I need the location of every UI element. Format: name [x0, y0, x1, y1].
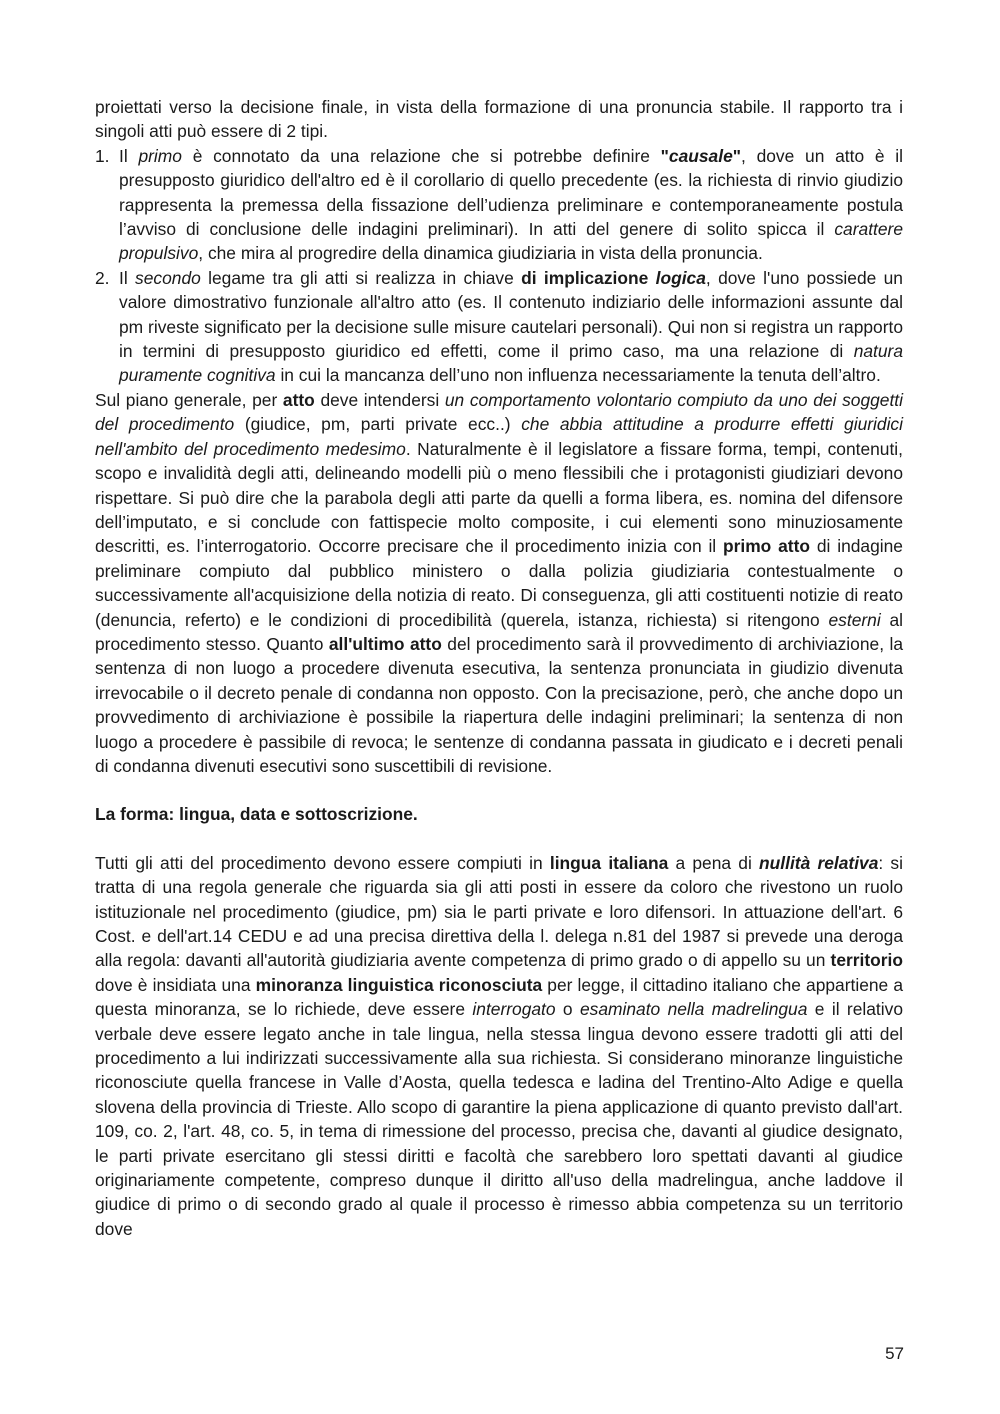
bold-text: atto [282, 389, 315, 410]
page-body [95, 95, 903, 1241]
text: , dove un atto è il presupposto giuridico dell'altro ed è il corollario di quello precedente (es. la richiesta di rinvio giudizio rappresenta la premessa della fissazione dell’udienza preliminare e contemporaneamente postula l’avviso di conclusione delle indagini preliminari). In atti del genere di solito spicca il [119, 145, 904, 240]
italic-text: esterni [828, 609, 881, 630]
text: : si tratta di una regola generale che riguarda sia gli atti posti in essere da coloro che rivestono un ruolo istituzionale nel procedimento (giudice, pm) sia le parti private e loro difensori. In attuazione dell'art. 6 Cost. e dell'art.14 CEDU e ad una precisa direttiva della l. delega n.81 del 1987 si prevede una deroga alla regola: davanti all'autorità giudiziaria avente competenza di primo grado o di appello su un [95, 852, 903, 971]
bold-text: di implicazione [521, 267, 656, 288]
bold-text: territorio [830, 950, 903, 971]
text: legame tra gli atti si realizza in chiave [200, 267, 522, 288]
list-number: 2. [95, 267, 110, 288]
text: o [555, 999, 580, 1020]
text: in cui la mancanza dell’uno non influenza necessariamente la tenuta dell’altro. [275, 365, 881, 386]
italic-text: primo [138, 145, 182, 166]
text: per legge, il cittadino italiano che appartiene a questa minoranza, se lo richiede, deve essere [95, 974, 904, 1020]
text: deve intendersi [314, 389, 445, 410]
section-heading: La forma: lingua, data e sottoscrizione. [95, 804, 418, 825]
text: (giudice, pm, parti private ecc..) [234, 414, 522, 435]
text: Il [119, 145, 139, 166]
text: . Naturalmente è il legislatore a fissare forma, tempi, contenuti, scopo e invalidità degli atti, delineando modelli più o meno flessibili che i protagonisti giudiziari devono rispettare. Si può dire che la parabola degli atti parte da quelli a forma libera, es. nomina del difensore dell’imputato, e si conclude con fattispecie molto composite, i cui elementi sono minuziosamente descritti, es. l’interrogatorio. Occorre precisare che il procedimento inizia con il [95, 438, 903, 557]
italic-text: interrogato [472, 999, 556, 1020]
text: a pena di [668, 852, 760, 873]
bold-text: " [732, 145, 741, 166]
text: e il relativo verbale deve essere legato anche in tale lingua, nella stessa lingua devono essere tradotti gli atti del procedimento a lui indirizzati successivamente alla sua richiesta. Si considerano minoranze linguistiche riconosciute quella francese in Valle d’Aosta, quella tedesca e ladina del Trentino-Alto Adige e quella slovena della provincia di Trieste. Allo scopo di garantire la piena applicazione di quanto previsto dall'art. 109, co. 2, l'art. 48, co. 5, in tema di rimessione del processo, precisa che, davanti al giudice designato, le parti private esercitano gli stessi diritti e facoltà che sarebbero loro spettati davanti al giudice originariamente competente, compreso dunque il diritto all'uso della madrelingua, anche laddove il giudice di primo o di secondo grado al quale il processo è rimesso abbia competenza su un territorio dove [95, 999, 903, 1239]
text: Il [119, 267, 136, 288]
bold-text: " [660, 145, 669, 166]
italic-text: secondo [135, 267, 201, 288]
text: Tutti gli atti del procedimento devono essere compiuti in [95, 852, 550, 873]
list-number: 1. [95, 145, 110, 166]
page-number: 57 [885, 1344, 904, 1363]
bold-text: all'ultimo atto [328, 633, 442, 654]
body-paragraph [95, 851, 903, 1242]
text: dove è insidiata una [95, 974, 256, 995]
bold-italic-text: causale [668, 145, 733, 166]
italic-text: che abbia attitudine a produrre effetti giuridici nell'ambito del procedimento medesimo [95, 414, 903, 459]
numbered-list [95, 144, 903, 388]
bold-text: primo atto [723, 536, 811, 557]
text: del procedimento sarà il provvedimento di archiviazione, la sentenza di non luogo a procedere divenuta esecutiva, la sentenza pronunciata in giudizio divenuta irrevocabile o il decreto penale di condanna non opposto. Con la precisazione, però, che anche dopo un provvedimento di archiviazione è possibile la riapertura delle indagini preliminari; la sentenza di non luogo a procedere è passibile di revoca; le sentenze di condanna passata in giudicato e i decreti penali di condanna divenuti esecutivi sono suscettibili di revisione. [95, 633, 904, 776]
text: , dove l'uno possiede un valore dimostrativo funzionale all'altro atto (es. Il contenuto indiziario delle informazioni assunte dal pm riveste significato per la decisione sulle misure cautelari personali). Qui non si registra un rapporto in termini di presupposto giuridico ed effetti, come il primo caso, ma una relazione di [119, 267, 903, 362]
body-paragraph [95, 388, 903, 779]
text: di indagine preliminare compiuto dal pubblico ministero o dalla polizia giudiziaria contestualmente o successivamente all'acquisizione della notizia di reato. Di conseguenza, gli atti costituenti notizie di reato (denuncia, referto) e le condizioni di procedibilità (querela, istanza, richiesta) si ritengono [95, 536, 903, 630]
italic-text: esaminato nella madrelingua [579, 999, 808, 1020]
text: al procedimento stesso. Quanto [95, 609, 904, 654]
bold-text: lingua italiana [549, 852, 669, 873]
list-item [95, 266, 903, 388]
bold-italic-text: nullità relativa [759, 852, 879, 873]
italic-text: natura puramente cognitiva [119, 341, 903, 386]
italic-text: un comportamento volontario compiuto da uno dei soggetti del procedimento [95, 389, 903, 435]
intro-paragraph: proiettati verso la decisione finale, in vista della formazione di una pronuncia stabile. Il rapporto tra i singoli atti può essere di 2 tipi. [95, 97, 903, 142]
text: è connotato da una relazione che si potrebbe definire [181, 145, 661, 166]
bold-italic-text: logica [655, 267, 706, 288]
list-item [95, 144, 903, 266]
bold-text: minoranza linguistica riconosciuta [255, 974, 543, 995]
text: , che mira al progredire della dinamica giudiziaria in vista della pronuncia. [198, 243, 763, 264]
text: Sul piano generale, per [95, 389, 283, 410]
italic-text: carattere propulsivo [119, 219, 903, 264]
